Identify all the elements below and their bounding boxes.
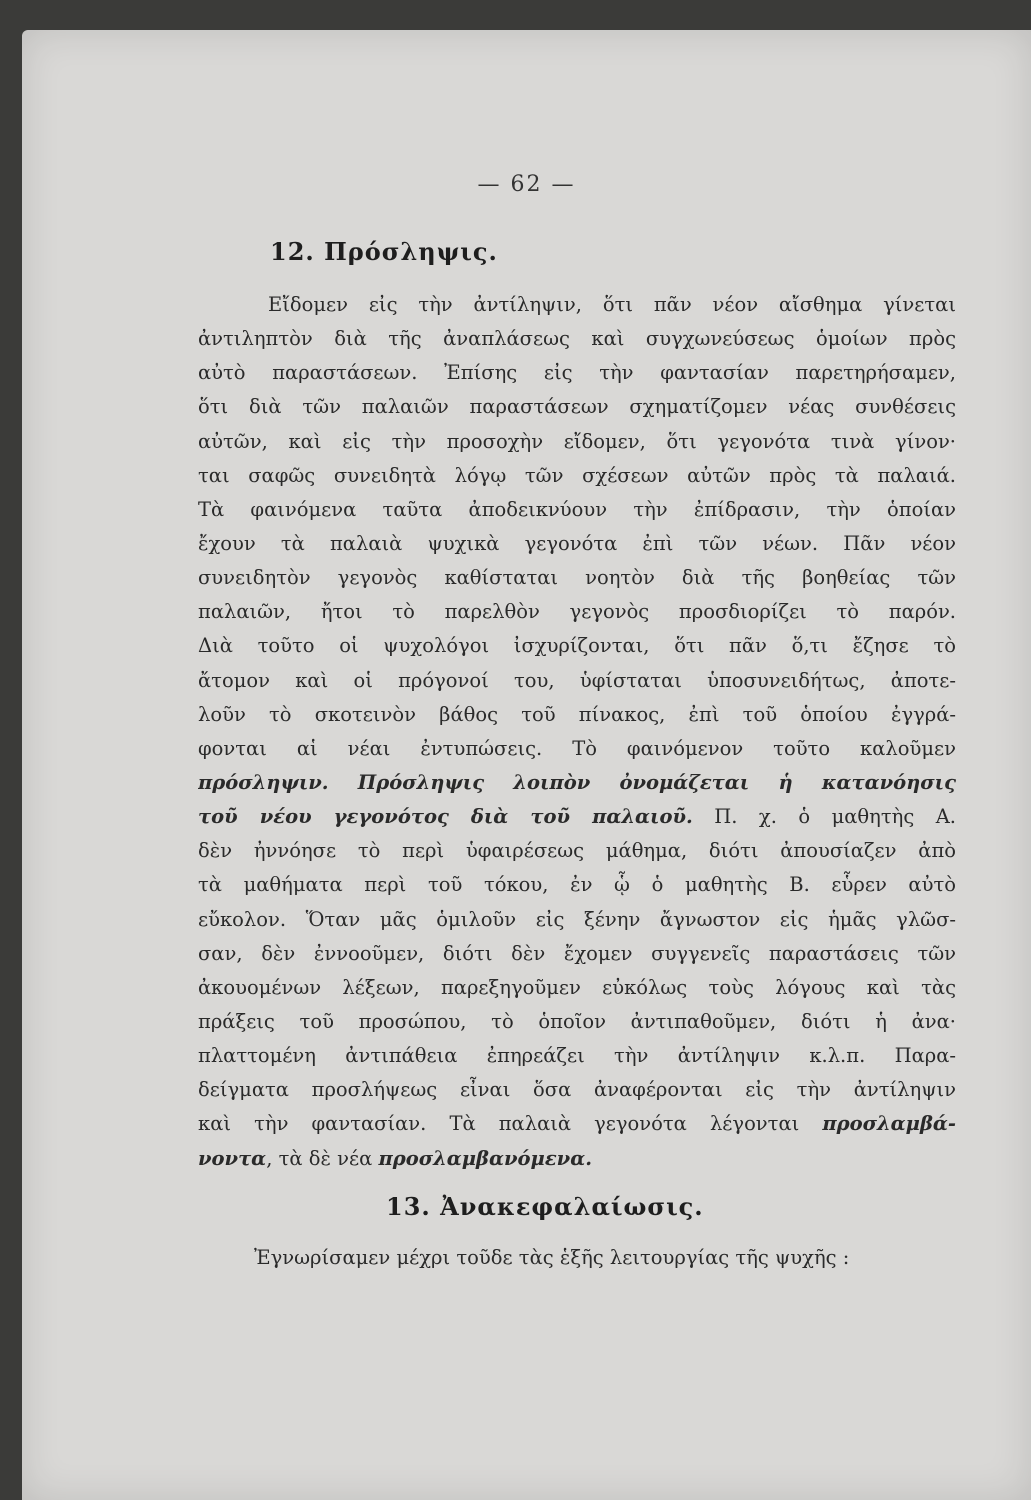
- text-line: αὐτὸ παραστάσεων. Ἐπίσης εἰς τὴν φαντασίαν παρετηρήσαμεν,: [198, 361, 956, 385]
- emphasis-text: προσλαμβανόμενα.: [378, 1146, 593, 1170]
- section-heading-13: 13. Ἀνακεφαλαίωσις.: [386, 1192, 704, 1221]
- text-line: συνειδητὸν γεγονὸς καθίσταται νοητὸν διὰ τῆς βοηθείας τῶν: [198, 566, 956, 590]
- book-page: [22, 30, 1031, 1500]
- text-line: δὲν ἠννόησε τὸ περὶ ὑφαιρέσεως μάθημα, διότι ἀπουσίαζεν ἀπὸ: [198, 839, 956, 863]
- text-line: Εἴδομεν εἰς τὴν ἀντίληψιν, ὅτι πᾶν νέον αἴσθημα γίνεται: [268, 293, 956, 316]
- emphasis-text: πρόσληψιν. Πρόσληψις λοιπὸν ὀνομάζεται ἡ κατανόησις: [198, 770, 956, 794]
- emphasis-text: νοντα: [198, 1146, 267, 1170]
- text-line: Διὰ τοῦτο οἱ ψυχολόγοι ἰσχυρίζονται, ὅτι πᾶν ὅ,τι ἔζησε τὸ: [198, 634, 956, 658]
- text-span: , τὰ δὲ νέα: [266, 1146, 379, 1170]
- text-line: πλαττομένη ἀντιπάθεια ἐπηρεάζει τὴν ἀντίληψιν κ.λ.π. Παρα-: [198, 1044, 956, 1068]
- text-line: αὐτῶν, καὶ εἰς τὴν προσοχὴν εἴδομεν, ὅτι γεγονότα τινὰ γίνον·: [198, 429, 956, 453]
- text-line: ὅτι διὰ τῶν παλαιῶν παραστάσεων σχηματίζομεν νέας συνθέσεις: [198, 395, 956, 419]
- section-13-first-line: Ἐγνωρίσαμεν μέχρι τοῦδε τὰς ἑξῆς λειτουργίας τῆς ψυχῆς :: [254, 1246, 850, 1269]
- text-line-emphasis: [198, 800, 956, 834]
- text-line: πράξεις τοῦ προσώπου, τὸ ὁποῖον ἀντιπαθοῦμεν, διότι ἡ ἀνα·: [198, 1009, 956, 1033]
- text-line: σαν, δὲν ἐννοοῦμεν, διότι δὲν ἔχομεν συγγενεῖς παραστάσεις τῶν: [198, 941, 956, 965]
- section-heading-12: 12. Πρόσληψις.: [270, 237, 498, 266]
- text-line-emphasis: [198, 766, 956, 800]
- section-12-body: [198, 288, 956, 1176]
- emphasis-text: προσλαμβά-: [822, 1112, 956, 1136]
- text-span: Π. χ. ὁ μαθητὴς Α.: [692, 805, 956, 829]
- text-line: φονται αἱ νέαι ἐντυπώσεις. Τὸ φαινόμενον τοῦτο καλοῦμεν: [198, 736, 956, 760]
- emphasis-text: τοῦ νέου γεγονότος διὰ τοῦ παλαιοῦ.: [198, 805, 693, 829]
- text-line: δείγματα προσλήψεως εἶναι ὅσα ἀναφέρονται εἰς τὴν ἀντίληψιν: [198, 1078, 956, 1102]
- text-line: [198, 1142, 956, 1176]
- text-line: παλαιῶν, ἤτοι τὸ παρελθὸν γεγονὸς προσδιορίζει τὸ παρόν.: [198, 600, 956, 624]
- text-line: ἄτομον καὶ οἱ πρόγονοί του, ὑφίσταται ὑποσυνειδήτως, ἀποτε-: [198, 668, 956, 692]
- text-line: ται σαφῶς συνειδητὰ λόγῳ τῶν σχέσεων αὐτῶν πρὸς τὰ παλαιά.: [198, 463, 956, 487]
- text-line: τὰ μαθήματα περὶ τοῦ τόκου, ἐν ᾧ ὁ μαθητὴς Β. εὗρεν αὐτὸ: [198, 873, 956, 897]
- text-line: εὔκολον. Ὅταν μᾶς ὁμιλοῦν εἰς ξένην ἄγνωστον εἰς ἡμᾶς γλῶσ-: [198, 907, 956, 931]
- text-line: λοῦν τὸ σκοτεινὸν βάθος τοῦ πίνακος, ἐπὶ τοῦ ὁποίου ἐγγρά-: [198, 702, 956, 726]
- text-line: ἔχουν τὰ παλαιὰ ψυχικὰ γεγονότα ἐπὶ τῶν νέων. Πᾶν νέον: [198, 531, 956, 555]
- text-span: καὶ τὴν φαντασίαν. Τὰ παλαιὰ γεγονότα λέγονται: [198, 1112, 823, 1136]
- text-line: [198, 1107, 956, 1141]
- page-number: — 62 —: [477, 172, 576, 197]
- text-line: ἀντιληπτὸν διὰ τῆς ἀναπλάσεως καὶ συγχωνεύσεως ὁμοίων πρὸς: [198, 327, 956, 351]
- text-line: Τὰ φαινόμενα ταῦτα ἀποδεικνύουν τὴν ἐπίδρασιν, τὴν ὁποίαν: [198, 497, 956, 521]
- text-line: ἀκουομένων λέξεων, παρεξηγοῦμεν εὐκόλως τοὺς λόγους καὶ τὰς: [198, 975, 956, 999]
